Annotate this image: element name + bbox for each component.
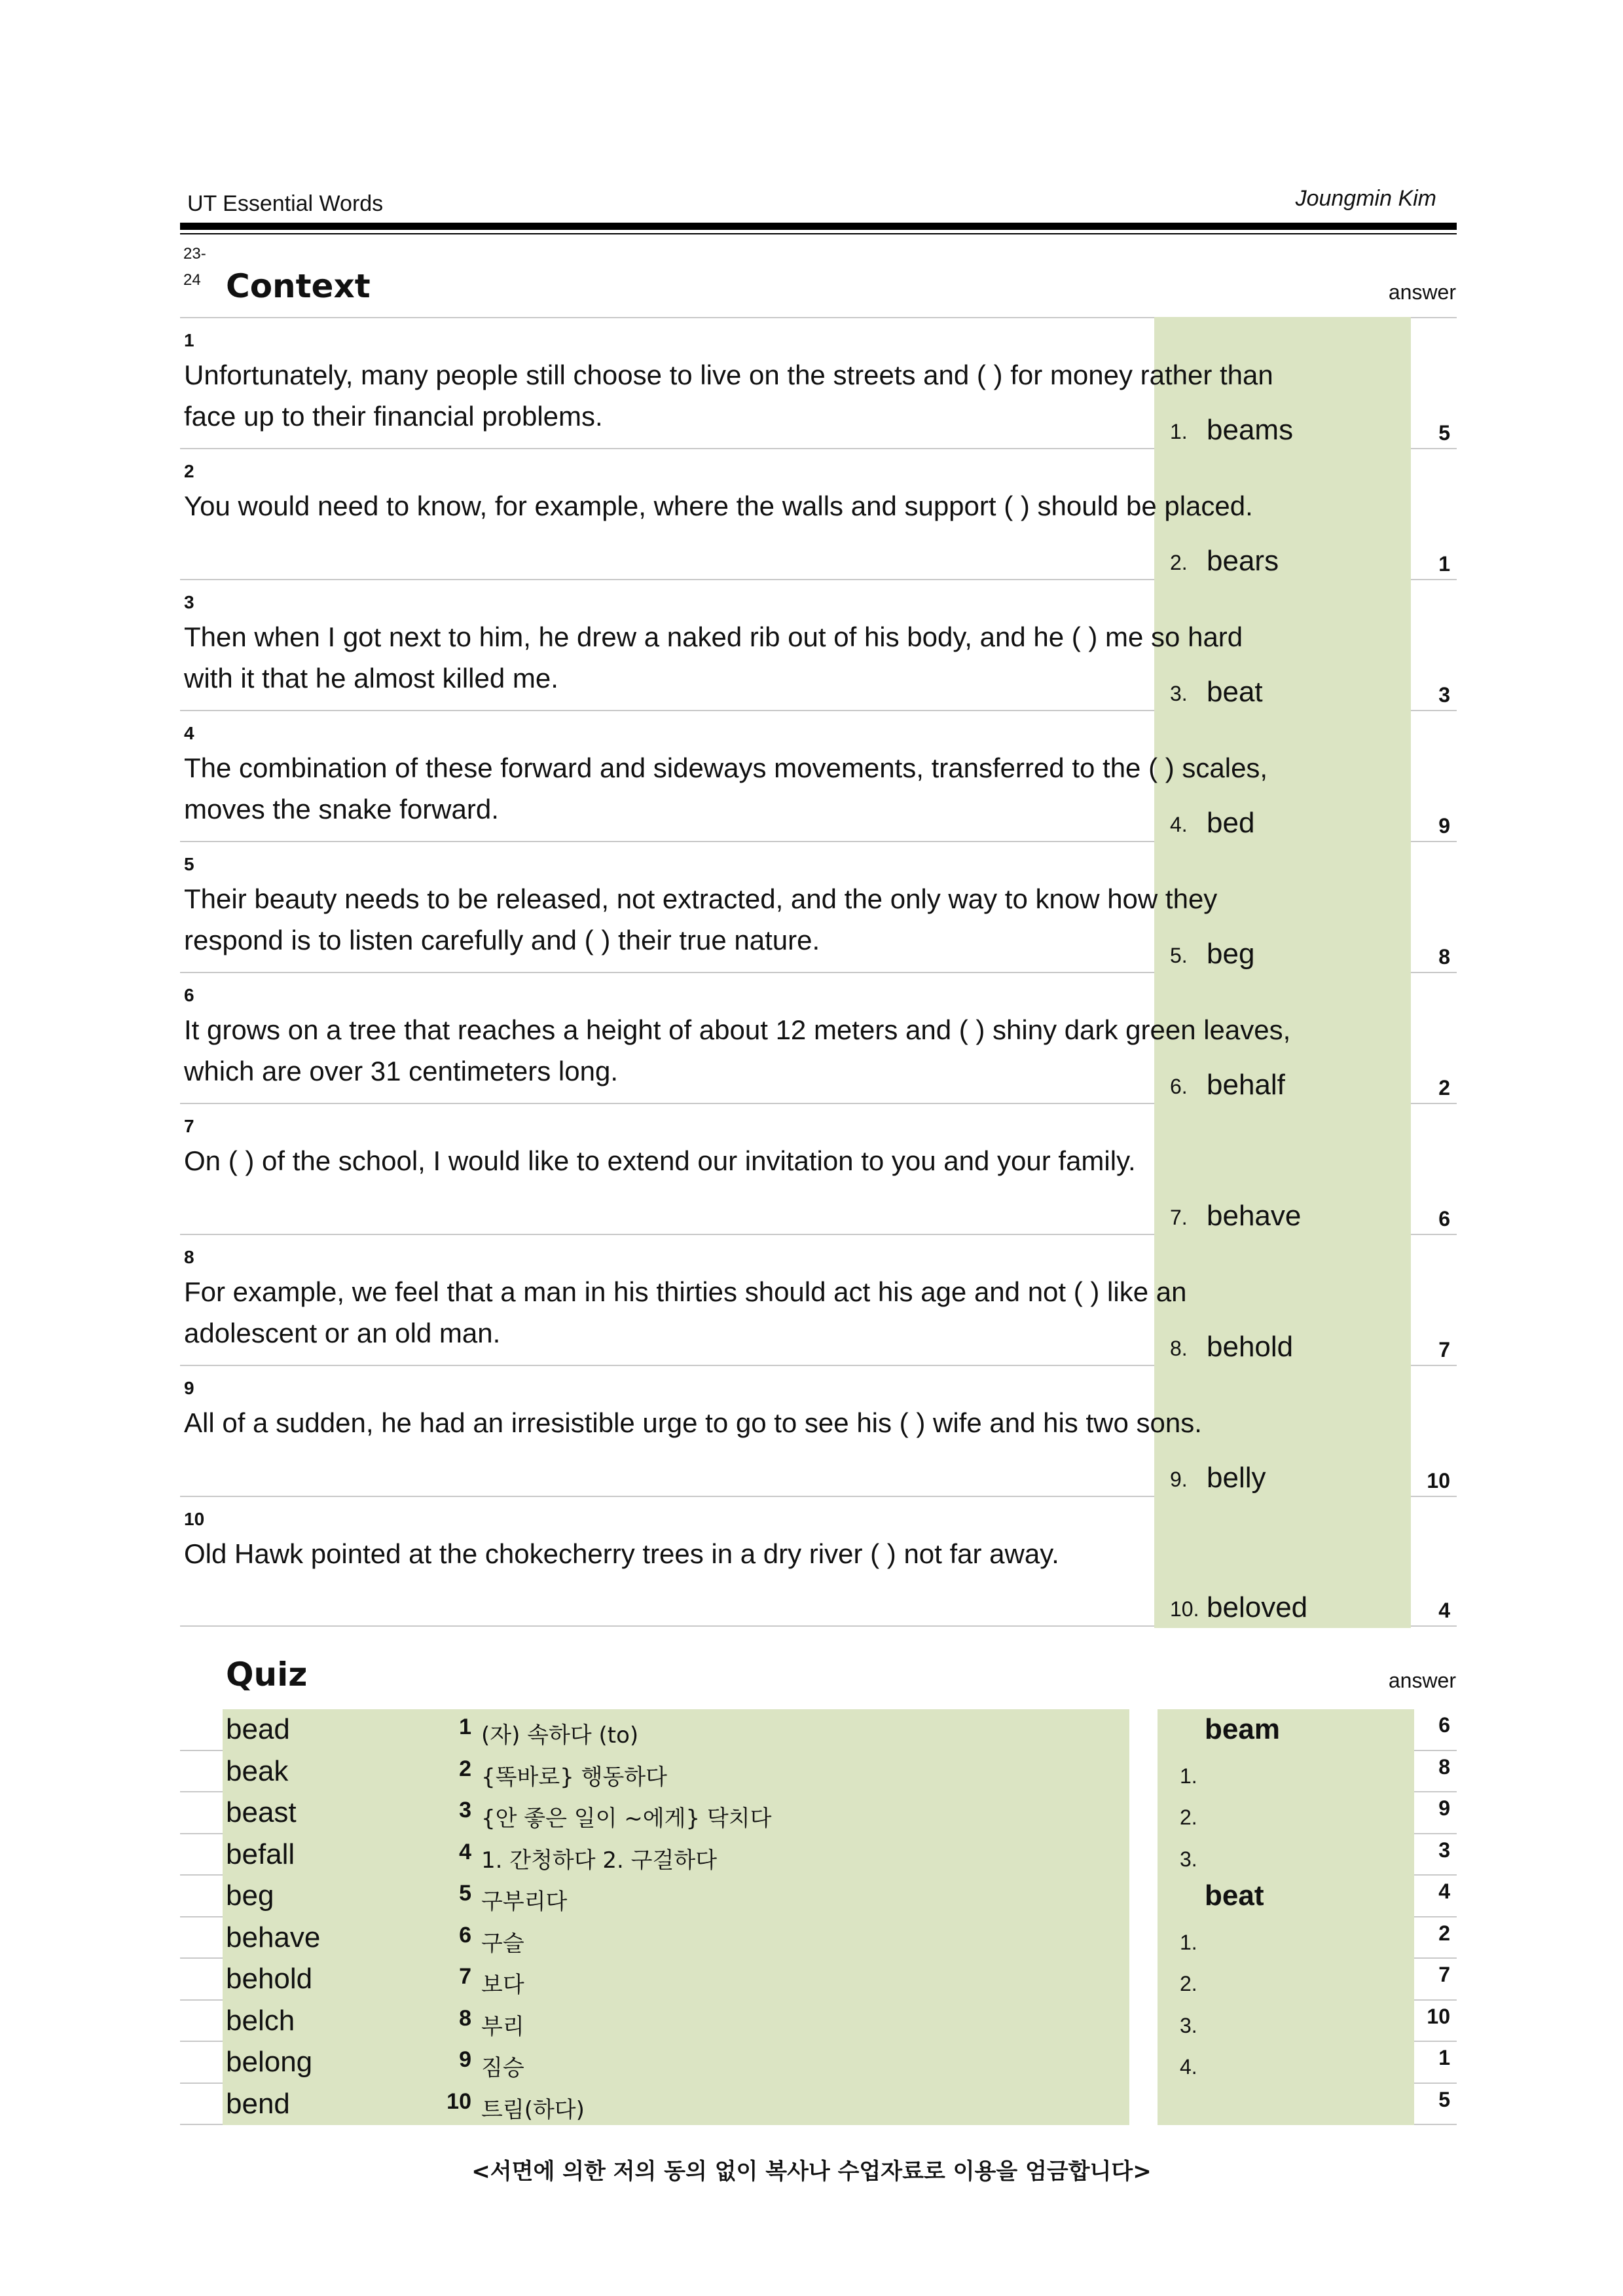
quiz-def-number: 2: [459, 1756, 471, 1781]
quiz-word: befall: [226, 1838, 295, 1870]
answer-number: 10: [1427, 1469, 1450, 1492]
answer-number: 6: [1438, 1713, 1450, 1737]
answer-index: 4.: [1180, 2055, 1197, 2079]
quiz-definition: {똑바로} 행동하다: [481, 1764, 667, 1790]
answer-number: 6: [1438, 1207, 1450, 1231]
word-index: 3.: [1170, 682, 1188, 705]
quiz-row-fill: [223, 2001, 1129, 2043]
quiz-definition: 트림(하다): [481, 2096, 585, 2123]
context-row: [180, 448, 1457, 579]
context-table: [180, 317, 1457, 1627]
answer-number: 5: [1438, 2087, 1450, 2111]
quiz-title: Quiz: [226, 1656, 308, 1694]
word-index: 2.: [1170, 551, 1188, 574]
answer-row-fill: [1158, 2084, 1414, 2126]
context-row: [180, 710, 1457, 841]
context-row: [180, 1103, 1457, 1234]
sentence-text: All of a sudden, he had an irresistible urge to go to see his ( ) wife and his two sons.: [184, 1407, 1202, 1438]
quiz-definition: 구부리다: [481, 1889, 568, 1915]
answer-index: 2.: [1180, 1972, 1197, 1995]
answer-number: 7: [1438, 1338, 1450, 1361]
sentence-text: The combination of these forward and sideways movements, transferred to the ( ) scales, moves the snake forward.: [184, 752, 1268, 824]
context-row: [180, 1365, 1457, 1496]
answer-row: [1158, 2001, 1457, 2043]
quiz-row: [180, 2084, 1129, 2126]
quiz-row-fill: [223, 1709, 1129, 1751]
answer-row-fill: [1158, 1709, 1414, 1751]
context-row: [180, 841, 1457, 972]
answer-number: 4: [1438, 1879, 1450, 1903]
sentence-number: 9: [184, 1378, 194, 1398]
answer-index: 1.: [1180, 1764, 1197, 1788]
vocab-word: behalf: [1207, 1069, 1285, 1101]
quiz-def-number: 7: [459, 1964, 471, 1989]
quiz-row-fill: [223, 1959, 1129, 2001]
answer-number: 1: [1438, 552, 1450, 576]
sentence-text: Then when I got next to him, he drew a naked rib out of his body, and he ( ) me so hard with it that he almost killed me.: [184, 621, 1243, 694]
answer-index: 2.: [1180, 1805, 1197, 1829]
sentence-number: 3: [184, 592, 194, 612]
copyright-notice: <서면에 의한 저의 동의 없이 복사나 수업자료로 이용을 엄금합니다>: [471, 2158, 1152, 2185]
quiz-row: [180, 2042, 1129, 2084]
header-rule-thick: [180, 223, 1457, 230]
answer-row: [1158, 1959, 1457, 2001]
answer-number: 5: [1438, 421, 1450, 445]
vocab-word: beg: [1207, 938, 1255, 970]
word-index: 8.: [1170, 1337, 1188, 1360]
quiz-word: belong: [226, 2046, 313, 2078]
context-title: Context: [226, 267, 371, 305]
answer-number: 1: [1438, 2046, 1450, 2069]
quiz-def-number: 4: [459, 1839, 471, 1864]
vocab-word: bed: [1207, 807, 1255, 839]
quiz-row: [180, 1917, 1129, 1959]
answer-row: [1158, 2042, 1457, 2084]
sentence-text: You would need to know, for example, where the walls and support ( ) should be placed.: [184, 491, 1253, 521]
sentence-text: Unfortunately, many people still choose to live on the streets and ( ) for money rather than face up to their financial problems.: [184, 360, 1273, 432]
sentence-number: 6: [184, 985, 194, 1005]
quiz-definition: {안 좋은 일이 ~에게} 닥치다: [481, 1805, 772, 1832]
quiz-word-list: [180, 1709, 1129, 2125]
sentence-number: 10: [184, 1509, 205, 1529]
quiz-word: beg: [226, 1879, 274, 1912]
word-index: 6.: [1170, 1075, 1188, 1098]
answer-row: [1158, 1709, 1457, 1751]
word-index: 10.: [1170, 1597, 1199, 1621]
quiz-row: [180, 1876, 1129, 1917]
quiz-definition: 구슬: [481, 1930, 524, 1957]
answer-index: 3.: [1180, 1847, 1197, 1871]
quiz-word: bead: [226, 1713, 290, 1745]
context-row: [180, 1496, 1457, 1627]
context-row: [180, 579, 1457, 710]
word-index: 1.: [1170, 420, 1188, 443]
quiz-answer-list: [1158, 1709, 1457, 2125]
answer-number: 2: [1438, 1921, 1450, 1945]
quiz-word: beak: [226, 1754, 289, 1787]
answer-row: [1158, 1751, 1457, 1793]
quiz-row: [180, 2001, 1129, 2043]
answer-number: 8: [1438, 1754, 1450, 1779]
context-answer-label: answer: [1388, 280, 1456, 304]
answer-row: [1158, 1876, 1457, 1917]
sentence-number: 7: [184, 1116, 194, 1136]
sentence-text: Their beauty needs to be released, not extracted, and the only way to know how they respond is to listen carefully and ( ) their true nature.: [184, 883, 1218, 955]
header-title: UT Essential Words: [187, 191, 384, 216]
vocab-word: behold: [1207, 1331, 1294, 1363]
context-row: [180, 317, 1457, 448]
answer-number: 3: [1438, 683, 1450, 707]
vocab-word: beloved: [1207, 1591, 1308, 1623]
quiz-def-number: 10: [447, 2088, 471, 2114]
sentence-text: For example, we feel that a man in his thirties should act his age and not ( ) like an adolescent or an old man.: [184, 1276, 1187, 1348]
quiz-definition: 보다: [481, 1972, 524, 1998]
answer-number: 9: [1438, 814, 1450, 838]
answer-number: 10: [1427, 2004, 1450, 2028]
quiz-definition: (자) 속하다 (to): [481, 1722, 639, 1749]
word-index: 4.: [1170, 813, 1188, 836]
quiz-row: [180, 1959, 1129, 2001]
sentence-number: 8: [184, 1247, 194, 1267]
quiz-row-fill: [223, 1876, 1129, 1917]
context-row: [180, 972, 1457, 1103]
quiz-definition: 1. 간청하다 2. 구걸하다: [481, 1847, 718, 1874]
vocab-word: bears: [1207, 545, 1279, 577]
vocab-word: beams: [1207, 414, 1294, 446]
word-index: 7.: [1170, 1206, 1188, 1229]
answer-row: [1158, 1792, 1457, 1834]
answer-row: [1158, 2084, 1457, 2126]
quiz-row-rule: [180, 2124, 223, 2125]
answer-headword: beam: [1205, 1713, 1280, 1745]
answer-headword: beat: [1205, 1879, 1264, 1912]
quiz-definition: 부리: [481, 2013, 524, 2040]
answer-index: 1.: [1180, 1930, 1197, 1954]
vocab-word: behave: [1207, 1200, 1302, 1232]
context-row: [180, 1234, 1457, 1365]
quiz-def-number: 5: [459, 1881, 471, 1906]
answer-index: 3.: [1180, 2013, 1197, 2037]
quiz-row: [180, 1709, 1129, 1751]
answer-row-fill: [1158, 1876, 1414, 1917]
sentence-number: 5: [184, 854, 194, 874]
quiz-word: belch: [226, 2004, 295, 2037]
quiz-word: behave: [226, 1921, 321, 1953]
answer-row: [1158, 1834, 1457, 1876]
answer-number: 2: [1438, 1076, 1450, 1100]
header-author: Joungmin Kim: [1295, 186, 1436, 211]
answer-number: 9: [1438, 1796, 1450, 1820]
answer-rule: [1417, 1625, 1457, 1627]
sentence-text: It grows on a tree that reaches a height of about 12 meters and ( ) shiny dark green leaves, which are over 31 centimeters long.: [184, 1014, 1291, 1086]
quiz-def-number: 3: [459, 1798, 471, 1823]
answer-row-rule: [1414, 2124, 1457, 2125]
quiz-row: [180, 1751, 1129, 1793]
word-index: 5.: [1170, 944, 1188, 967]
quiz-row: [180, 1834, 1129, 1876]
sentence-text: Old Hawk pointed at the chokecherry trees in a dry river ( ) not far away.: [184, 1538, 1059, 1569]
quiz-row-fill: [223, 1751, 1129, 1793]
quiz-definition: 짐승: [481, 2055, 524, 2081]
header-rule-thin: [180, 233, 1457, 234]
quiz-row-fill: [223, 1917, 1129, 1959]
answer-number: 3: [1438, 1838, 1450, 1862]
quiz-answer-label: answer: [1388, 1669, 1456, 1692]
answer-number: 4: [1438, 1599, 1450, 1622]
quiz-def-number: 8: [459, 2005, 471, 2031]
word-index: 9.: [1170, 1468, 1188, 1491]
vocab-word: beat: [1207, 676, 1263, 708]
sentence-number: 1: [184, 330, 194, 350]
answer-row: [1158, 1917, 1457, 1959]
quiz-def-number: 9: [459, 2047, 471, 2072]
quiz-def-number: 1: [459, 1714, 471, 1739]
quiz-row-fill: [223, 2042, 1129, 2084]
sentence-text: On ( ) of the school, I would like to extend our invitation to you and your family.: [184, 1145, 1136, 1176]
quiz-word: bend: [226, 2087, 290, 2120]
quiz-word: beast: [226, 1796, 297, 1828]
quiz-word: behold: [226, 1963, 313, 1995]
sentence-number: 2: [184, 461, 194, 481]
unit-number: 23- 24: [183, 245, 206, 289]
quiz-def-number: 6: [459, 1922, 471, 1948]
vocab-word: belly: [1207, 1462, 1266, 1494]
answer-number: 7: [1438, 1963, 1450, 1986]
answer-number: 8: [1438, 945, 1450, 969]
sentence-number: 4: [184, 723, 194, 743]
quiz-row: [180, 1792, 1129, 1834]
quiz-row-fill: [223, 2084, 1129, 2126]
